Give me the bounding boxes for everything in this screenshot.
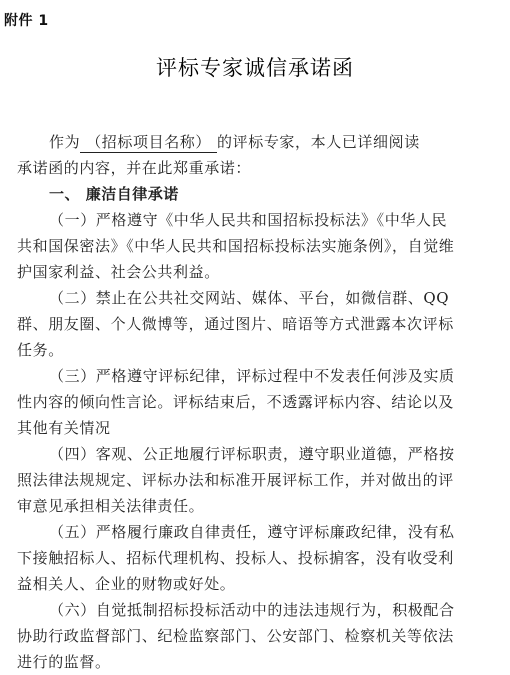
paragraph-line: （二）禁止在公共社交网站、媒体、平台，如微信群、QQ [49, 289, 450, 307]
paragraph-line: 下接触招标人、招标代理机构、投标人、投标掮客，没有收受利 [17, 549, 454, 567]
section-heading-integrity [17, 181, 503, 207]
paragraph-line: 共和国保密法》《中华人民共和国招标投标法实施条例》，自觉维 [17, 237, 455, 255]
paragraph-line: 益相关人、企业的财物或好处。 [17, 575, 236, 593]
paragraph-line: （一）严格遵守《中华人民共和国招标投标法》《中华人民 [49, 211, 448, 229]
paragraph-line: 照法律法规规定、评标办法和标准开展评标工作，并对做出的评 [17, 471, 454, 489]
paragraph-line: 其他有关情况 [17, 419, 111, 437]
paragraph-line: 护国家利益、社会公共利益。 [17, 263, 220, 281]
paragraph-line: （四）客观、公正地履行评标职责，遵守职业道德，严格按 [49, 445, 455, 463]
paragraph-line: 性内容的倾向性言论。评标结束后，不透露评标内容、结论以及 [17, 393, 454, 411]
project-name-blank: （招标项目名称） [80, 132, 217, 153]
paragraph-line: 协助行政监督部门、纪检监察部门、公安部门、检察机关等依法 [17, 627, 454, 645]
paragraph-line: （三）严格遵守评标纪律，评标过程中不发表任何涉及实质 [49, 367, 455, 385]
paragraph-line: 群、朋友圈、个人微博等，通过图片、暗语等方式泄露本次评标 [17, 315, 454, 333]
document-body [17, 129, 503, 675]
intro-line-1 [17, 129, 503, 155]
attachment-label: 附件 1 [4, 13, 49, 29]
document-title: 评标专家诚信承诺函 [156, 56, 354, 80]
intro-line-2: 承诺函的内容，并在此郑重承诺： [17, 159, 252, 177]
paragraph-line: （六）自觉抵制招标投标活动中的违法违规行为，积极配合 [49, 601, 455, 619]
paragraph-line: 审意见承担相关法律责任。 [17, 497, 205, 515]
intro-suffix: 的评标专家，本人已详细阅读 [217, 133, 420, 151]
paragraph-line: 任务。 [17, 341, 64, 359]
intro-prefix: 作为 [49, 133, 81, 151]
section-heading-text: 一、 廉洁自律承诺 [49, 185, 179, 203]
paragraph-line: （五）严格履行廉政自律责任，遵守评标廉政纪律，没有私 [49, 523, 455, 541]
paragraph-line: 进行的监督。 [17, 653, 111, 671]
